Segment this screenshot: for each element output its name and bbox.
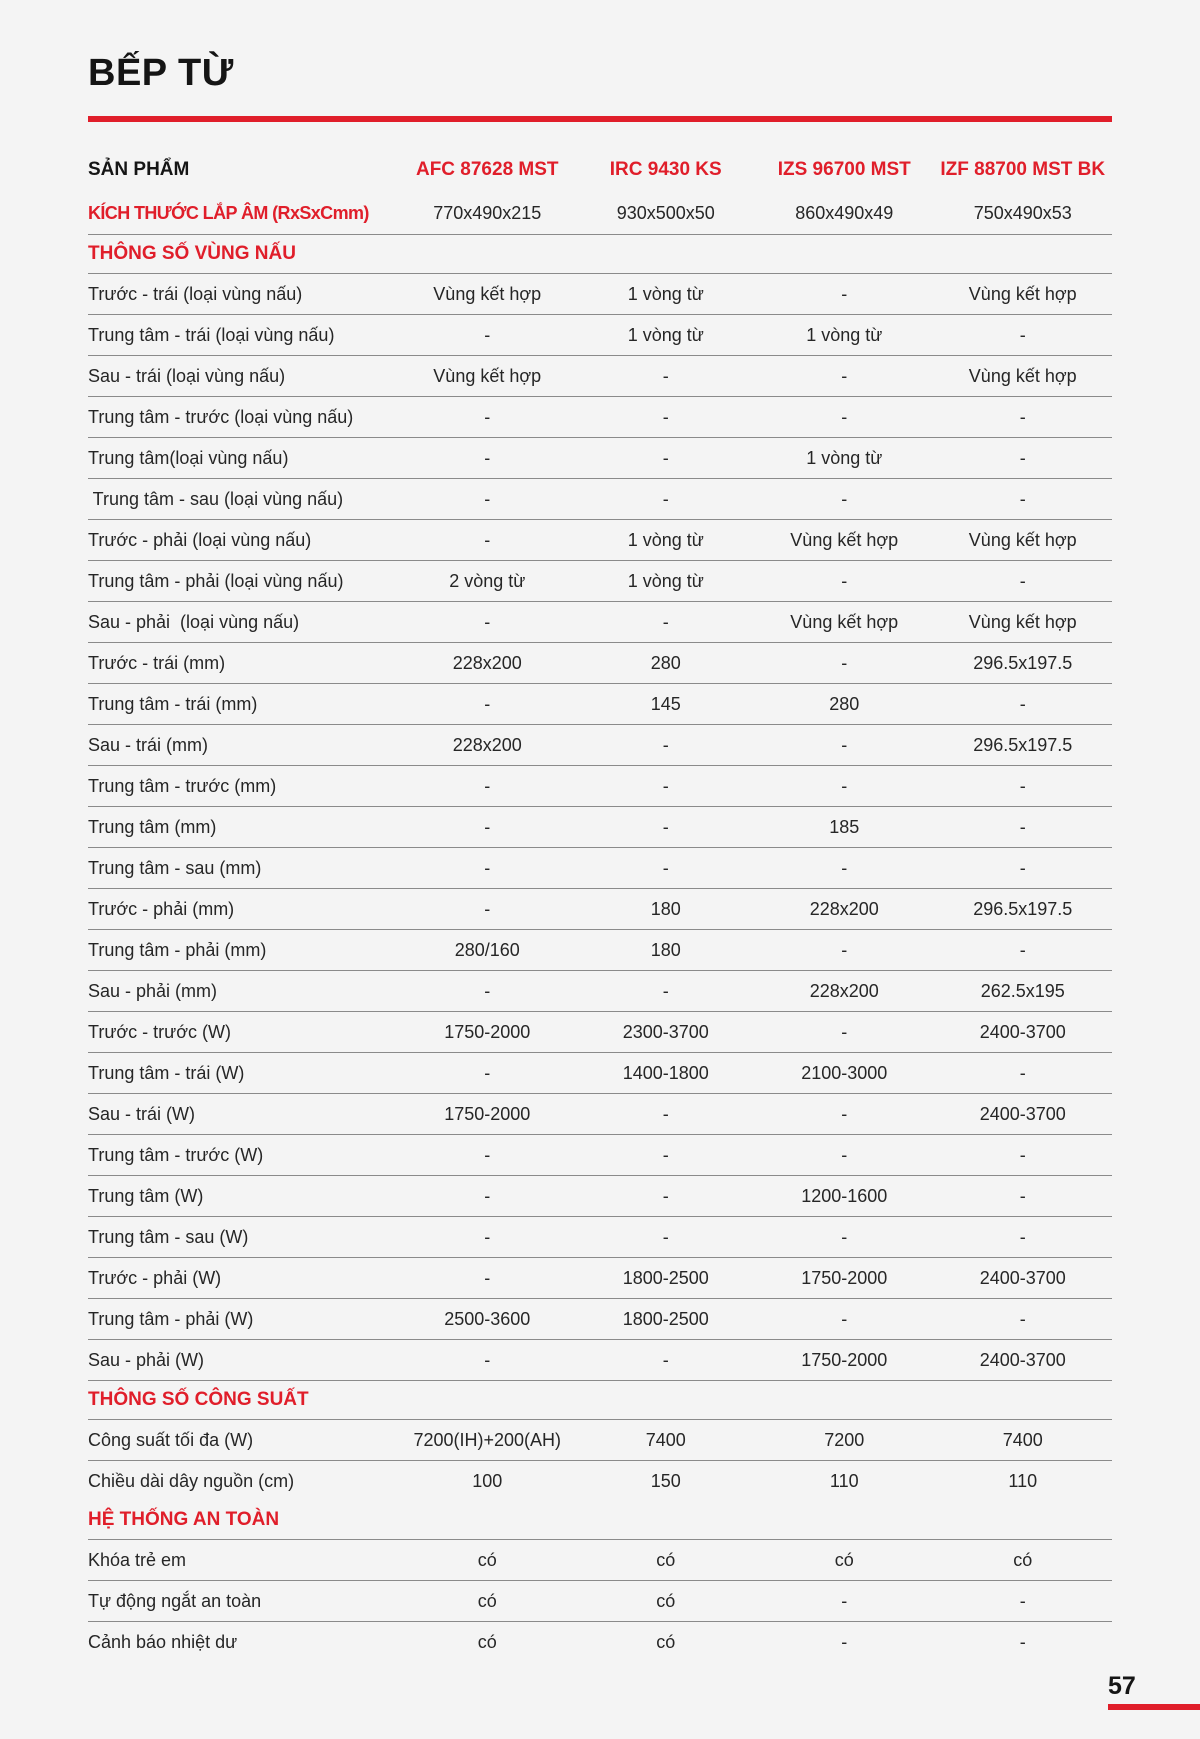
section-title: THÔNG SỐ CÔNG SUẤT (88, 1381, 1112, 1420)
spec-value: 228x200 (398, 725, 577, 766)
spec-value: 1800-2500 (577, 1258, 756, 1299)
spec-value: - (934, 930, 1113, 971)
spec-value: Vùng kết hợp (934, 274, 1113, 315)
spec-value: - (577, 848, 756, 889)
page-number-underline (1108, 1704, 1200, 1710)
table-row (88, 1420, 1112, 1461)
spec-label: Trước - phải (W) (88, 1258, 398, 1299)
spec-value: - (934, 315, 1113, 356)
dimension-value: 750x490x53 (934, 192, 1113, 235)
spec-value: 110 (1008, 1470, 1038, 1491)
spec-value: - (755, 1094, 934, 1135)
spec-value: - (398, 520, 577, 561)
table-row (88, 479, 1112, 520)
spec-value: 2500-3600 (398, 1299, 577, 1340)
table-row (88, 602, 1112, 643)
spec-value: - (398, 766, 577, 807)
spec-value: 7200(IH)+200(AH) (398, 1420, 577, 1461)
table-row (88, 930, 1112, 971)
header-label: SẢN PHẨM (88, 159, 190, 180)
spec-value: - (934, 397, 1113, 438)
spec-label: Trước - trái (mm) (88, 643, 398, 684)
spec-value: - (755, 1217, 934, 1258)
spec-value: 110 (829, 1470, 859, 1491)
spec-value: - (755, 643, 934, 684)
spec-value: - (398, 397, 577, 438)
spec-value: 7400 (577, 1420, 756, 1461)
spec-label: Trung tâm - trước (W) (88, 1135, 398, 1176)
table-row (88, 766, 1112, 807)
spec-value: - (755, 930, 934, 971)
spec-label: Sau - phải (W) (88, 1340, 398, 1381)
spec-value: - (398, 1258, 577, 1299)
spec-value: 2 vòng từ (398, 561, 577, 602)
spec-value: 2300-3700 (577, 1012, 756, 1053)
table-row (88, 397, 1112, 438)
section-header-row (88, 1381, 1112, 1420)
dimension-label: KÍCH THƯỚC LẮP ÂM (RxSxCmm) (88, 192, 398, 235)
spec-label: Trước - trái (loại vùng nấu) (88, 274, 398, 315)
spec-value: - (577, 807, 756, 848)
spec-value: - (934, 1299, 1113, 1340)
spec-value: - (398, 1053, 577, 1094)
spec-value: - (398, 807, 577, 848)
spec-value: - (577, 725, 756, 766)
spec-value: 2100-3000 (755, 1053, 934, 1094)
spec-value: - (398, 1176, 577, 1217)
page-number: 57 (1108, 1672, 1136, 1700)
table-row (88, 438, 1112, 479)
spec-value: 180 (577, 889, 756, 930)
section-title: HỆ THỐNG AN TOÀN (88, 1501, 1112, 1540)
spec-value: 296.5x197.5 (934, 643, 1113, 684)
spec-value: - (755, 725, 934, 766)
table-row (88, 684, 1112, 725)
spec-value: Vùng kết hợp (755, 602, 934, 643)
spec-value: - (577, 356, 756, 397)
spec-value: - (934, 1135, 1113, 1176)
spec-value: - (841, 1631, 848, 1652)
spec-value: - (755, 848, 934, 889)
table-row (88, 1012, 1112, 1053)
table-header-row (88, 148, 1112, 192)
spec-value: có (934, 1540, 1113, 1581)
spec-value: - (755, 479, 934, 520)
product-name: IRC 9430 KS (609, 159, 722, 180)
dimension-value: 930x500x50 (577, 192, 756, 235)
spec-value: - (398, 602, 577, 643)
spec-value: 145 (577, 684, 756, 725)
spec-value: 1 vòng từ (755, 315, 934, 356)
spec-value: 2400-3700 (934, 1258, 1113, 1299)
spec-value: 185 (755, 807, 934, 848)
spec-label: Trung tâm - phải (loại vùng nấu) (88, 561, 398, 602)
spec-label: Sau - trái (W) (88, 1094, 398, 1135)
table-row (88, 1258, 1112, 1299)
table-row (88, 1135, 1112, 1176)
table-row (88, 1053, 1112, 1094)
table-row (88, 1461, 1112, 1502)
spec-value: có (577, 1540, 756, 1581)
spec-value: 2400-3700 (934, 1340, 1113, 1381)
spec-value: 1750-2000 (398, 1094, 577, 1135)
spec-value: 180 (577, 930, 756, 971)
spec-value: 1 vòng từ (577, 315, 756, 356)
spec-value: - (755, 356, 934, 397)
spec-value: - (755, 1581, 934, 1622)
spec-label: Trung tâm - phải (W) (88, 1299, 398, 1340)
spec-label: Trước - phải (loại vùng nấu) (88, 520, 398, 561)
table-row (88, 1217, 1112, 1258)
page-title: BẾP TỪ (88, 52, 234, 94)
spec-value: - (398, 684, 577, 725)
spec-value: - (755, 561, 934, 602)
spec-value: 228x200 (398, 643, 577, 684)
product-name: IZF 88700 MST BK (940, 159, 1106, 180)
spec-label: Trung tâm - phải (mm) (88, 930, 398, 971)
spec-label: Trung tâm - sau (W) (88, 1217, 398, 1258)
spec-value: 280/160 (398, 930, 577, 971)
spec-label: Trung tâm - trái (loại vùng nấu) (88, 315, 398, 356)
spec-label: Trung tâm (mm) (88, 807, 398, 848)
spec-value: - (577, 602, 756, 643)
title-divider (88, 116, 1112, 122)
spec-value: có (398, 1581, 577, 1622)
table-row (88, 274, 1112, 315)
spec-value: - (934, 684, 1113, 725)
spec-value: - (577, 397, 756, 438)
spec-value: - (934, 848, 1113, 889)
spec-label: Trước - phải (mm) (88, 889, 398, 930)
spec-value: 2400-3700 (934, 1094, 1113, 1135)
spec-label: Công suất tối đa (W) (88, 1420, 398, 1461)
spec-label: Cảnh báo nhiệt dư (88, 1631, 238, 1652)
spec-value: Vùng kết hợp (934, 602, 1113, 643)
spec-value: - (577, 479, 756, 520)
spec-value: có (577, 1581, 756, 1622)
spec-label: Trung tâm(loại vùng nấu) (88, 438, 398, 479)
spec-value: - (934, 807, 1113, 848)
spec-value: 296.5x197.5 (934, 725, 1113, 766)
spec-value: 2400-3700 (934, 1012, 1113, 1053)
spec-label: Trung tâm - sau (loại vùng nấu) (88, 479, 398, 520)
spec-value: 228x200 (755, 971, 934, 1012)
spec-value: - (755, 766, 934, 807)
spec-label: Chiều dài dây nguồn (cm) (88, 1470, 295, 1491)
spec-value: 228x200 (755, 889, 934, 930)
spec-label: Tự động ngắt an toàn (88, 1581, 398, 1622)
spec-value: - (755, 397, 934, 438)
spec-value: - (934, 479, 1113, 520)
table-row (88, 643, 1112, 684)
spec-value: - (1019, 1631, 1026, 1652)
spec-value: - (934, 766, 1113, 807)
spec-value: - (934, 1581, 1113, 1622)
spec-value: 280 (577, 643, 756, 684)
spec-value: - (577, 1176, 756, 1217)
spec-value: - (577, 766, 756, 807)
spec-value: - (934, 1217, 1113, 1258)
product-name: AFC 87628 MST (415, 159, 559, 180)
spec-label: Trước - trước (W) (88, 1012, 398, 1053)
table-row (88, 1176, 1112, 1217)
spec-value: 1 vòng từ (577, 561, 756, 602)
spec-label: Trung tâm - trước (mm) (88, 766, 398, 807)
product-name: IZS 96700 MST (777, 159, 911, 180)
spec-value: 1750-2000 (755, 1340, 934, 1381)
spec-value: - (577, 1135, 756, 1176)
spec-value: - (577, 1094, 756, 1135)
spec-value: 7200 (755, 1420, 934, 1461)
table-row (88, 1094, 1112, 1135)
spec-label: Sau - trái (mm) (88, 725, 398, 766)
spec-value: - (398, 848, 577, 889)
spec-value: Vùng kết hợp (755, 520, 934, 561)
spec-value: - (755, 1135, 934, 1176)
table-row (88, 1581, 1112, 1622)
spec-value: 296.5x197.5 (934, 889, 1113, 930)
spec-value: - (934, 1176, 1113, 1217)
spec-label: Trung tâm - trái (W) (88, 1053, 398, 1094)
table-row (88, 889, 1112, 930)
spec-value: có (477, 1631, 497, 1652)
dimension-row (88, 192, 1112, 235)
table-row (88, 315, 1112, 356)
spec-value: có (755, 1540, 934, 1581)
spec-value: - (398, 315, 577, 356)
table-row (88, 725, 1112, 766)
table-row (88, 1299, 1112, 1340)
spec-value: - (934, 438, 1113, 479)
spec-label: Sau - phải (loại vùng nấu) (88, 602, 398, 643)
spec-label: Trung tâm - sau (mm) (88, 848, 398, 889)
table-row (88, 848, 1112, 889)
spec-value: - (398, 971, 577, 1012)
spec-value: có (398, 1540, 577, 1581)
spec-value: 1 vòng từ (577, 274, 756, 315)
spec-value: - (398, 889, 577, 930)
spec-value: - (577, 438, 756, 479)
spec-value: - (577, 1217, 756, 1258)
spec-value: Vùng kết hợp (398, 356, 577, 397)
spec-value: 1 vòng từ (755, 438, 934, 479)
section-header-row (88, 235, 1112, 274)
spec-value: - (398, 1340, 577, 1381)
spec-value: - (398, 1217, 577, 1258)
table-row (88, 1622, 1112, 1663)
dimension-value: 860x490x49 (755, 192, 934, 235)
spec-value: 262.5x195 (934, 971, 1113, 1012)
spec-value: 1750-2000 (755, 1258, 934, 1299)
spec-label: Sau - trái (loại vùng nấu) (88, 356, 398, 397)
spec-value: - (934, 1053, 1113, 1094)
section-title: THÔNG SỐ VÙNG NẤU (88, 235, 1112, 274)
table-row (88, 971, 1112, 1012)
spec-value: 1 vòng từ (577, 520, 756, 561)
spec-value: 7400 (934, 1420, 1113, 1461)
spec-label: Trung tâm (W) (88, 1176, 398, 1217)
spec-value: - (398, 1135, 577, 1176)
spec-value: - (577, 971, 756, 1012)
spec-value: 1750-2000 (398, 1012, 577, 1053)
spec-value: - (934, 561, 1113, 602)
spec-value: - (755, 1012, 934, 1053)
section-header-row (88, 1501, 1112, 1540)
spec-value: Vùng kết hợp (398, 274, 577, 315)
table-row (88, 1540, 1112, 1581)
spec-value: 1200-1600 (755, 1176, 934, 1217)
spec-value: - (398, 479, 577, 520)
spec-label: Khóa trẻ em (88, 1540, 398, 1581)
spec-value: 100 (472, 1470, 503, 1491)
spec-value: 1800-2500 (577, 1299, 756, 1340)
spec-value: 150 (650, 1470, 681, 1491)
spec-value: - (755, 1299, 934, 1340)
spec-value: 280 (755, 684, 934, 725)
table-row (88, 807, 1112, 848)
spec-value: Vùng kết hợp (934, 356, 1113, 397)
spec-value: - (755, 274, 934, 315)
spec-value: - (577, 1340, 756, 1381)
table-row (88, 520, 1112, 561)
table-row (88, 1340, 1112, 1381)
spec-label: Sau - phải (mm) (88, 971, 398, 1012)
spec-value: - (398, 438, 577, 479)
spec-table (88, 148, 1112, 1662)
spec-table-body (88, 148, 1112, 1662)
spec-value: có (656, 1631, 676, 1652)
spec-label: Trung tâm - trước (loại vùng nấu) (88, 397, 398, 438)
spec-value: Vùng kết hợp (934, 520, 1113, 561)
table-row (88, 356, 1112, 397)
spec-value: 1400-1800 (577, 1053, 756, 1094)
table-row (88, 561, 1112, 602)
dimension-value: 770x490x215 (398, 192, 577, 235)
spec-label: Trung tâm - trái (mm) (88, 684, 398, 725)
